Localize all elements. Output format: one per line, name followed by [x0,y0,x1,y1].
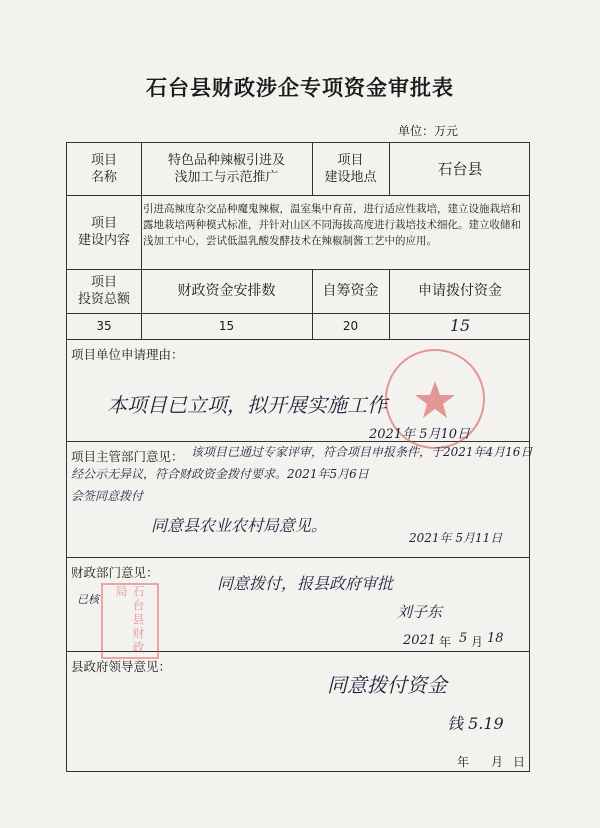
fiscal-funds-value: 15 [218,318,235,333]
project-content-text: 引进高辣度杂交品种魔鬼辣椒，温室集中育苗，进行适应性栽培，建立设施栽培和露地栽培两种模式标准，并针对山区不同海拔高度进行栽培技术细化。建立收储和浅加工中心，尝试低温乳酸发酵技术在辣椒制酱工艺中的应用。 [143,203,521,247]
finance-signature: 刘子东 [397,603,443,621]
investment-total-label: 项目 投资总额 [77,275,130,307]
applicant-reason-label: 项目单位申请理由： [71,347,184,362]
finance-date-year: 2021 [403,633,437,648]
project-name-value: 特色品种辣椒引进及 浅加工与示范推广 [167,153,285,185]
project-content-label: 项目 建设内容 [77,216,130,248]
self-funds-value: 20 [342,318,359,333]
project-location-label: 项目 建设地点 [324,153,377,185]
finance-note: 已核 [77,593,99,606]
gov-handwritten-opinion: 同意拨付资金 [327,673,447,697]
gov-date-day-label: 日 [513,755,526,769]
row-divider [67,339,529,340]
dept-handwritten-line-3: 会签同意拨付 [71,489,144,503]
finance-stamp: 石台县财政局 [101,583,159,659]
row-divider [67,557,529,558]
gov-date-month-label: 月 [491,755,504,769]
self-funds-label: 自筹资金 [322,282,379,299]
apply-funds-label: 申请拨付资金 [418,282,502,299]
applicant-handwritten-reason: 本项目已立项，拟开展实施工作 [107,393,387,417]
project-location-value: 石台县 [437,159,483,178]
apply-funds-value: 15 [449,315,471,335]
finance-date-month-label: 月 [471,635,484,649]
dept-opinion-label: 项目主管部门意见： [71,449,184,464]
project-name-label: 项目 名称 [90,153,117,185]
gov-opinion-label: 县政府领导意见： [71,659,172,674]
gov-signature: 钱 5.19 [447,714,504,733]
approval-form [66,142,533,772]
investment-total-value: 35 [96,318,112,333]
finance-date-month: 5 [459,631,468,646]
gov-date-year-label: 年 [457,755,470,769]
finance-opinion-label: 财政部门意见： [71,565,159,580]
fiscal-funds-label: 财政资金安排数 [177,282,276,299]
dept-handwritten-line-4: 同意县农业农村局意见。 [151,516,328,535]
applicant-date: 2021年 5月10日 [369,427,471,442]
finance-handwritten-opinion: 同意拨付，报县政府审批 [217,574,394,593]
dept-handwritten-line-2: 经公示无异议，符合财政资金拨付要求。2021年5月6日 [71,467,369,481]
unit-label: 单位：万元 [398,124,459,138]
finance-date-day: 18 [487,631,504,646]
finance-date-year-label: 年 [439,635,452,649]
dept-handwritten-line-1: 该项目已通过专家评审，符合项目申报条件，于2021年4月16日 [191,445,533,459]
page-title: 石台县财政涉企专项资金审批表 [146,76,454,100]
dept-date: 2021年 5月11日 [409,531,503,545]
